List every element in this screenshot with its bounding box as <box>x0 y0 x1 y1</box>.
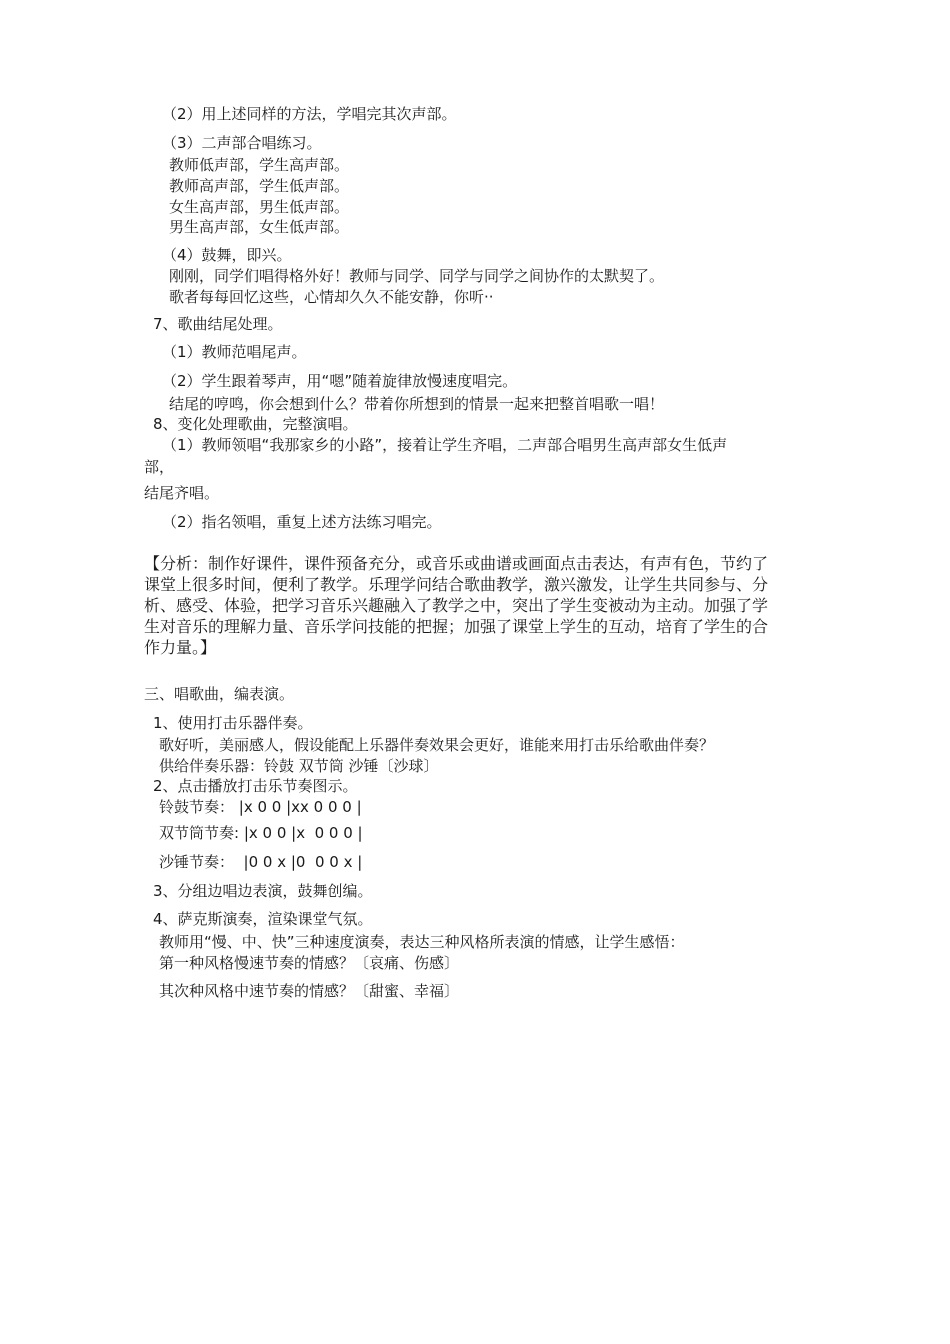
text-line: 教师用“慢、中、快”三种速度演奏，表达三种风格所表演的情感，让学生感悟： <box>159 933 685 951</box>
analysis-line: 生对音乐的理解力量、音乐学问技能的把握；加强了课堂上学生的互动，培育了学生的合 <box>144 617 769 636</box>
section-heading: 7、歌曲结尾处理。 <box>153 315 283 333</box>
text-line: 刚刚，同学们唱得格外好！教师与同学、同学与同学之间协作的太默契了。 <box>169 267 665 285</box>
text-line: 教师低声部，学生高声部。 <box>169 156 350 174</box>
text-line: 结尾齐唱。 <box>144 484 220 502</box>
text-line: 歌好听，美丽感人，假设能配上乐器伴奏效果会更好，谁能来用打击乐给歌曲伴奏？ <box>159 736 715 754</box>
text-line: 结尾的哼鸣，你会想到什么？带着你所想到的情景一起来把整首唱歌一唱！ <box>169 395 665 413</box>
section-heading: 3、分组边唱边表演，鼓舞创编。 <box>153 882 373 900</box>
text-line: （3）二声部合唱练习。 <box>162 134 322 152</box>
text-line: 女生高声部，男生低声部。 <box>169 198 350 216</box>
rhythm-line: 双节筒节奏: |x 0 0 |x 0 0 0 | <box>159 824 363 842</box>
text-line: （2）用上述同样的方法，学唱完其次声部。 <box>162 105 457 123</box>
text-line: 歌者每每回忆这些，心情却久久不能安静，你听·· <box>169 288 494 306</box>
text-line: （1）教师范唱尾声。 <box>162 343 307 361</box>
rhythm-line: 沙锤节奏： |0 0 x |0 0 0 x | <box>159 853 363 871</box>
text-line: 其次种风格中速节奏的情感？〔甜蜜、幸福〕 <box>159 982 460 1000</box>
analysis-line: 课堂上很多时间，便利了教学。乐理学问结合歌曲教学，激兴激发，让学生共同参与、分 <box>144 575 769 594</box>
analysis-line: 析、感受、体验，把学习音乐兴趣融入了教学之中，突出了学生变被动为主动。加强了学 <box>144 596 769 615</box>
text-line: 男生高声部，女生低声部。 <box>169 218 350 236</box>
section-heading: 4、萨克斯演奏，渲染课堂气氛。 <box>153 910 373 928</box>
rhythm-line: 铃鼓节奏： |x 0 0 |xx 0 0 0 | <box>159 798 362 816</box>
text-line: 供给伴奏乐器：铃鼓 双节筒 沙锤〔沙球〕 <box>159 757 439 775</box>
analysis-line: 作力量。】 <box>144 638 217 657</box>
text-line: 第一种风格慢速节奏的情感？〔哀痛、伤感〕 <box>159 954 460 972</box>
text-line: （2）学生跟着琴声，用“嗯”随着旋律放慢速度唱完。 <box>162 372 518 390</box>
text-line: 教师高声部，学生低声部。 <box>169 177 350 195</box>
text-line: （4）鼓舞，即兴。 <box>162 246 292 264</box>
text-line: 部， <box>144 458 175 476</box>
section-heading: 1、使用打击乐器伴奏。 <box>153 714 313 732</box>
section-heading: 三、唱歌曲，编表演。 <box>144 685 295 703</box>
section-heading: 2、点击播放打击乐节奏图示。 <box>153 777 358 795</box>
text-line: （2）指名领唱，重复上述方法练习唱完。 <box>162 513 442 531</box>
analysis-line: 【分析：制作好课件，课件预备充分，或音乐或曲谱或画面点击表达，有声有色，节约了 <box>144 554 769 573</box>
section-heading: 8、变化处理歌曲，完整演唱。 <box>153 415 358 433</box>
text-line: （1）教师领唱“我那家乡的小路”，接着让学生齐唱，二声部合唱男生高声部女生低声 <box>162 436 728 454</box>
